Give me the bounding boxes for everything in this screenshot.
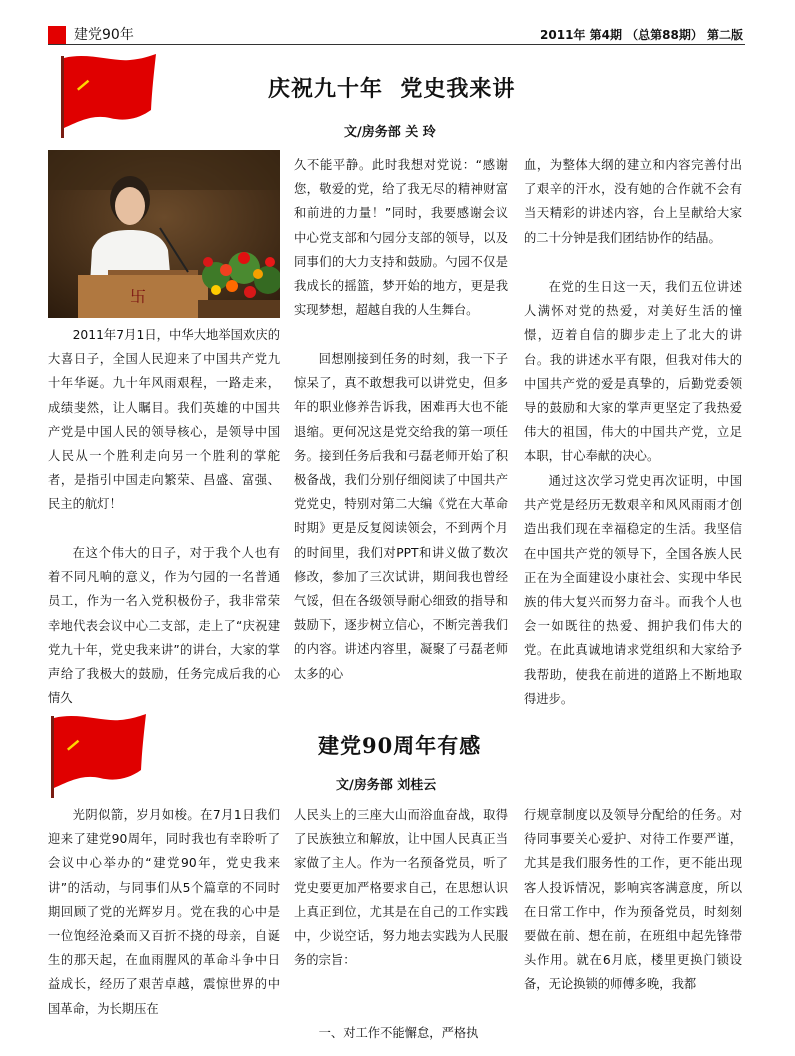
- article-1-col2-para1: 久不能平静。此时我想对党说：“感谢您，敬爱的党，给了我无尽的精神财富和前进的力量！”同时，我要感谢会议中心党支部和勺园分支部的领导，以及同事们的大力支持和鼓励。勺园不仅是我成长的摇篮，梦开始的地方，更是我实现梦想，超越自我的人生舞台。: [294, 158, 508, 318]
- article-1-title: 庆祝九十年 党史我来讲: [268, 76, 516, 102]
- article-1-col2-para2: 回想刚接到任务的时刻，我一下子惊呆了，真不敢想我可以讲党史，但多年的职业修养告诉我，困难再大也不能退缩。更何况这是党交给我的第一项任务。接到任务后我和弓磊老师开始了积极备战，我们分别仔细阅读了中国共产党党史，特别对第二大编《党在大革命时期》更是反复阅读领会，不到两个月的时间里，我们对PPT和讲义做了数次修改，参加了三次试讲，期间我也曾经气馁，但在各级领导耐心细致的指导和鼓励下，逐步树立信心，不断完善我们的内容。讲述内容里，凝聚了弓磊老师太多的心: [294, 352, 508, 681]
- party-flag-icon: [48, 712, 148, 802]
- header-issue-info: 2011年 第4期 （总第88期） 第二版: [540, 28, 743, 42]
- article-1-col1-para2: 在这个伟大的日子，对于我个人也有着不同凡响的意义，作为勺园的一名普通员工，作为一名入党积极份子，我非常荣幸地代表会议中心二支部，走上了“庆祝建党九十年，党史我来讲”的讲台，大家的掌声给了我极大的鼓励，任务完成后我的心情久: [48, 546, 280, 706]
- article-2-col2-para1: 人民头上的三座大山而浴血奋战，取得了民族独立和解放，让中国人民真正当家做了主人。作为一名预备党员，听了党史要更加严格要求自己，在思想认识上真正到位，尤其是在自己的工作实践中，少说空话，努力地去实践为人民服务的宗旨：: [294, 808, 508, 968]
- header-divider: [48, 44, 745, 45]
- article-1-col3-para3: 通过这次学习党史再次证明，中国共产党是经历无数艰辛和风风雨雨才创造出我们现在幸福稳定的生活。我坚信在中国共产党的领导下，全国各族人民正在为全面建设小康社会、实现中华民族的伟大复兴而努力奋斗。而我个人也会一如既往的热爱、拥护我们伟大的党。在此真诚地请求党组织和大家给予我帮助，使我在前进的道路上不断地取得进步。: [524, 474, 742, 706]
- article-1-byline: 文/房务部 关 玲: [344, 125, 436, 140]
- header-left-title: 建党90年: [74, 27, 134, 43]
- article-1-col3-para2: 在党的生日这一天，我们五位讲述人满怀对党的热爱，对美好生活的憧憬，迈着自信的脚步走上了北大的讲台。我的讲述水平有限，但我对伟大的中国共产党的爱是真挚的，后勤党委领导的鼓励和大家的掌声更坚定了我热爱伟大的祖国，伟大的中国共产党，立足本职，甘心奉献的决心。: [524, 280, 742, 464]
- article-1-col1-para1: 2011年7月1日，中华大地举国欢庆的大喜日子，全国人民迎来了中国共产党九十年华诞。九十年风雨艰程，一路走来，成绩斐然，让人瞩目。我们英雄的中国共产党是中国人民的领导核心，是领导中国人民从一个胜利走向另一个胜利的掌舵者，是指引中国走向繁荣、昌盛、富强、民主的航灯！: [48, 328, 280, 512]
- article-2-col1: 光阴似箭，岁月如梭。在7月1日我们迎来了建党90周年，同时我也有幸聆听了会议中心举办的“建党90年，党史我来讲”的活动，与同事们从5个篇章的不同时期回顾了党的光辉岁月。党在我的心中是一位饱经沧桑而又百折不挠的母亲，自诞生的那天起，在血雨腥风的革命斗争中日益成长，经历了艰苦卓越，震惊世界的中国革命，为长期压在: [48, 808, 280, 1016]
- article-2-col3: 行规章制度以及领导分配给的任务。对待同事要关心爱护、对待工作要严谨，尤其是我们服务性的工作，更不能出现客人投诉情况，影响宾客满意度，所以在日常工作中，作为预备党员，时刻刻要做在前、想在前，在班组中起先锋带头作用。就在6月底，楼里更换门锁设备，无论换锁的师傅多晚，我都: [524, 808, 742, 992]
- article-1-col3-para1: 血，为整体大纲的建立和内容完善付出了艰辛的汗水，没有她的合作就不会有当天精彩的讲述内容，台上呈献给大家的二十分钟是我们团结协作的结晶。: [524, 158, 742, 245]
- article-2-byline: 文/房务部 刘桂云: [336, 778, 437, 793]
- article-2-col2-para2: 一、对工作不能懈怠，严格执: [318, 1026, 479, 1040]
- article-2-title: 建党90周年有感: [318, 733, 482, 758]
- svg-text:卐: 卐: [130, 287, 147, 306]
- party-flag-icon: [58, 52, 158, 142]
- speaker-photo: [48, 150, 280, 318]
- header-red-square: [48, 26, 66, 44]
